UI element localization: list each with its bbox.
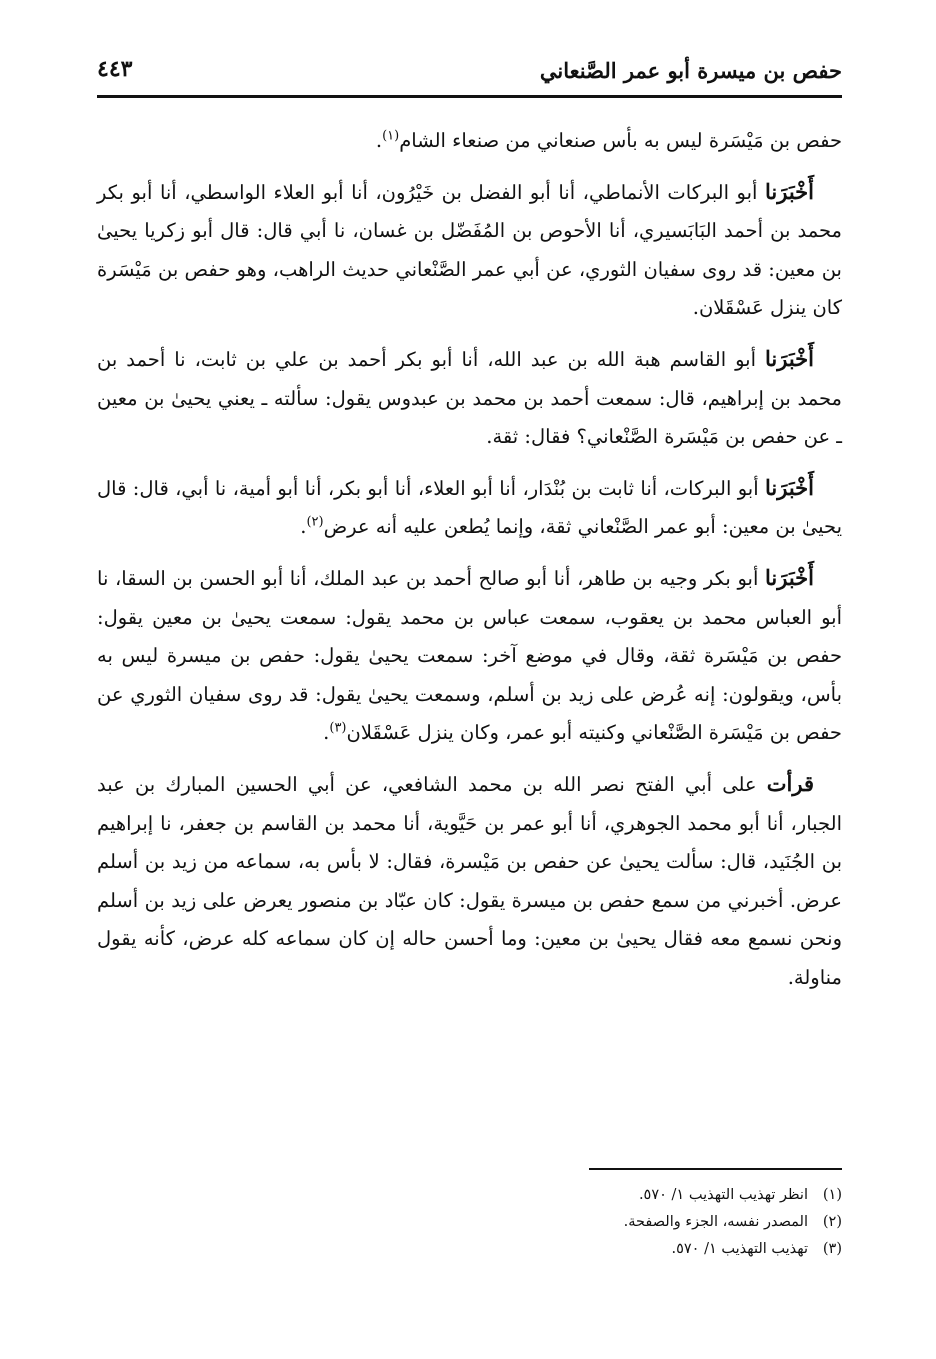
footnotes — [442, 1182, 842, 1263]
paragraph-text: أبو البركات الأنماطي، أنا أبو الفضل بن خَيْرُون، أنا أبو العلاء الواسطي، أنا أبو بكر محمد بن أحمد البَابَسيري، أنا الأحوص بن المُفَضّل بن غسان، نا أبي قال: قال أبو زكريا يحيىٰ بن معين: قد روى سفيان الثوري، عن أبي عمر الصَّنْعاني حديث الراهب، وهو حفص بن مَيْسَرة كان ينزل عَسْقَلان. — [97, 180, 842, 320]
paragraph-1 — [97, 122, 842, 161]
paragraph-keyword: أَخْبَرَنا — [765, 564, 814, 590]
footnote-ref-2: (٢) — [306, 514, 324, 530]
footnote-number: (١) — [822, 1187, 842, 1203]
footnote-rule — [589, 1168, 842, 1170]
main-text — [97, 122, 842, 1009]
page-number: ٤٤٣ — [97, 56, 133, 82]
paragraph-keyword: أَخْبَرَنا — [765, 178, 814, 204]
paragraph-5 — [97, 559, 842, 753]
paragraph-tail: . — [300, 515, 307, 539]
footnote-3 — [442, 1236, 842, 1263]
footnote-number: (٣) — [822, 1241, 842, 1257]
footnote-text: المصدر نفسه، الجزء والصفحة. — [623, 1214, 808, 1230]
paragraph-4 — [97, 469, 842, 547]
paragraph-6 — [97, 765, 842, 998]
paragraph-text: على أبي الفتح نصر الله بن محمد الشافعي، عن أبي الحسين المبارك بن عبد الجبار، أنا أبو محمد الجوهري، أنا أبو عمر بن حَيَّوية، أنا محمد بن القاسم بن جعفر، نا إبراهيم بن الجُنَيد، قال: سألت يحيىٰ عن حفص بن مَيْسرة، فقال: لا بأس به، سماعه من زيد بن أسلم عرض. أخبرني من سمع حفص بن ميسرة يقول: كان عبّاد بن منصور يعرض على زيد بن أسلم ونحن نسمع معه فقال يحيىٰ بن معين: وما أحسن حاله إن كان سماعه كله عرض، كأنه يقول مناولة. — [97, 772, 842, 989]
footnote-text: انظر تهذيب التهذيب ١/ ٥٧٠. — [638, 1187, 808, 1203]
paragraph-text: أبو القاسم هبة الله بن عبد الله، أنا أبو بكر أحمد بن علي بن ثابت، نا أحمد بن محمد بن إبراهيم، قال: سمعت أحمد بن محمد بن عبدوس يقول: سألته ـ يعني يحيىٰ بن معين ـ عن حفص بن مَيْسَرة الصَّنْعاني؟ فقال: ثقة. — [97, 347, 842, 449]
footnote-text: تهذيب التهذيب ١/ ٥٧٠. — [671, 1241, 808, 1257]
paragraph-keyword: أَخْبَرَنا — [765, 345, 814, 371]
running-title: حفص بن ميسرة أبو عمر الصَّنعاني — [539, 58, 842, 83]
paragraph-keyword: قرأت — [766, 770, 814, 796]
footnote-number: (٢) — [822, 1214, 842, 1230]
paragraph-tail: . — [323, 721, 330, 745]
footnote-1 — [442, 1182, 842, 1209]
header-rule — [97, 95, 842, 98]
paragraph-2 — [97, 173, 842, 328]
paragraph-3 — [97, 340, 842, 457]
paragraph-text: أبو بكر وجيه بن طاهر، أنا أبو صالح أحمد بن عبد الملك، أنا أبو الحسن بن السقا، نا أبو العباس محمد بن يعقوب، سمعت عباس بن محمد يقول: سمعت يحيىٰ بن معين يقول: حفص بن مَيْسَرة ثقة، وقال في موضع آخر: سمعت يحيىٰ يقول: حفص بن ميسرة ليس به بأس، ويقولون: إنه عُرض على زيد بن أسلم، وسمعت يحيىٰ يقول: قد روى سفيان الثوري عن حفص بن مَيْسَرة الصَّنْعاني وكنيته أبو عمر، وكان ينزل عَسْقَلان — [97, 566, 842, 745]
page-header — [97, 56, 842, 96]
paragraph-text: حفص بن مَيْسَرة ليس به بأس صنعاني من صنعاء الشام — [399, 129, 842, 152]
footnote-ref-3: (٣) — [329, 720, 347, 736]
footnote-ref-1: (١) — [382, 128, 400, 144]
paragraph-text: أبو البركات، أنا ثابت بن بُنْدَار، أنا أبو العلاء، أنا أبو بكر، أنا أبو أمية، نا أبي، قال: قال يحيىٰ بن معين: أبو عمر الصَّنْعاني ثقة، وإنما يُطعن عليه أنه عرض — [97, 476, 842, 539]
paragraph-keyword: أَخْبَرَنا — [765, 474, 814, 500]
paragraph-tail: . — [375, 129, 383, 152]
footnote-2 — [442, 1209, 842, 1236]
